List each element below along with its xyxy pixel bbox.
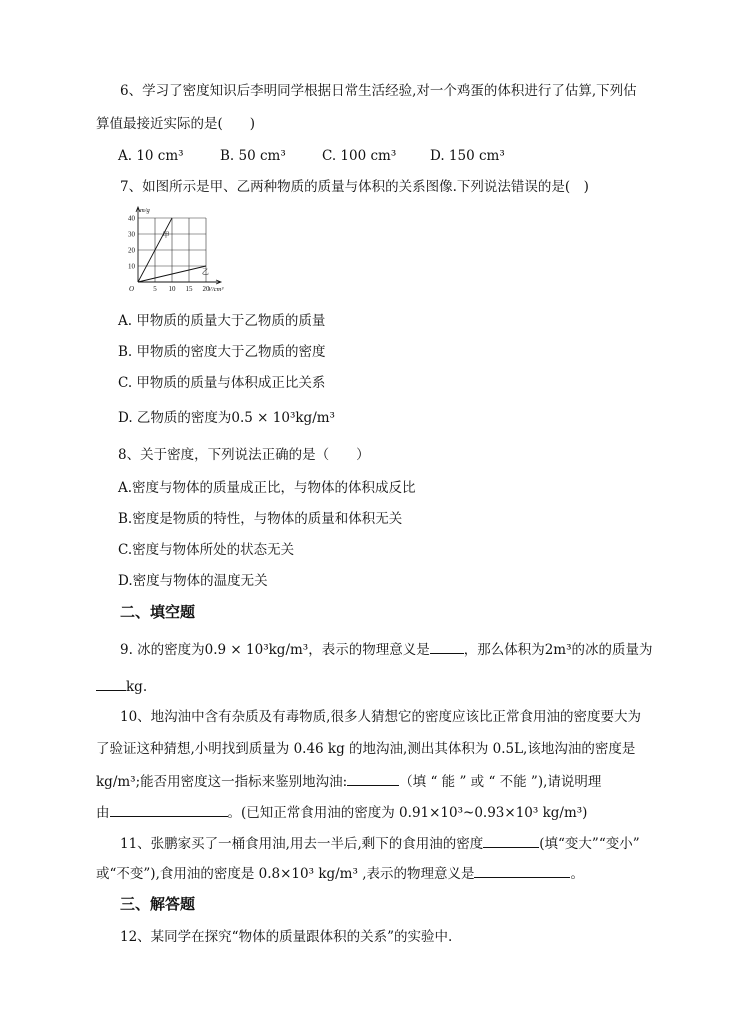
q8-stem: 8、关于密度，下列说法正确的是（ ） [118,447,370,463]
q11-line1 [120,834,640,853]
x-tick-label: 15 [185,285,193,293]
q11-text-1b: (填“变大”“变小” [539,836,640,852]
q11-text-1a: 11、张鹏家买了一桶食用油,用去一半后,剩下的食用油的密度 [120,836,484,852]
q11-blank-2[interactable] [474,864,570,878]
q10-blank-1[interactable] [347,772,399,786]
q10-text-4b: 。(已知正常食用油的密度为 0.91×10³~0.93×10³ kg/m³) [227,805,588,821]
x-tick-label: 5 [153,285,157,293]
q10-line2: 了验证这种猜想,小明找到质量为 0.46 kg 的地沟油,测出其体积为 0.5L,该地沟油的密度是 [96,741,636,757]
q11-text-2b: 。 [570,866,584,882]
q10-line4 [96,803,587,822]
q8-option-a: A.密度与物体的质量成正比，与物体的体积成反比 [118,480,416,496]
q9-text-c: kg. [126,679,148,695]
q9-blank-2[interactable] [96,677,126,691]
series-label-jia: 甲 [162,231,170,240]
q6-option-d: D. 150 cm³ [430,148,505,164]
q7-option-b: B. 甲物质的密度大于乙物质的密度 [118,344,326,360]
x-tick-label: 20 [202,285,210,293]
q6-option-b: B. 50 cm³ [220,148,286,164]
q10-text-3b: （填 “ 能 ” 或 “ 不能 ”),请说明理 [399,774,602,790]
y-axis-label: m/g [140,207,150,214]
q9-line2 [96,677,147,696]
y-tick-label: 30 [128,230,135,239]
y-tick-label: 40 [128,214,135,223]
q9-text-a: 9. 冰的密度为0.9 × 10³kg/m³，表示的物理意义是 [120,642,430,658]
q8-option-b: B.密度是物质的特性，与物体的质量和体积无关 [118,511,403,527]
origin-label: O [128,285,134,293]
q6-option-c: C. 100 cm³ [322,148,397,164]
q10-line3 [96,772,601,791]
q7-option-c: C. 甲物质的质量与体积成正比关系 [118,375,326,391]
y-tick-label: 20 [128,246,135,255]
x-axis-label: V/cm³ [208,286,224,293]
q7-option-a: A. 甲物质的质量大于乙物质的质量 [118,313,326,329]
q12-stem: 12、某同学在探究“物体的质量跟体积的关系”的实验中. [120,929,453,945]
q11-line2 [96,864,584,883]
q11-text-2a: 或“不变”),食用油的密度是 0.8×10³ kg/m³ ,表示的物理意义是 [96,866,475,882]
q10-text-4a: 由 [96,805,110,821]
q10-text-3a: kg/m³;能否用密度这一指标来鉴别地沟油: [96,774,348,790]
q11-blank-1[interactable] [483,834,539,848]
y-tick-label: 10 [128,262,135,271]
q9-line1 [120,640,653,659]
q6-option-a: A. 10 cm³ [118,148,184,164]
q9-text-b: ，那么体积为2m³的冰的质量为 [463,642,653,658]
q8-option-d: D.密度与物体的温度无关 [118,573,268,589]
section-answer-heading: 三、解答题 [120,895,196,913]
mass-volume-chart [118,202,230,298]
section-fill-blank-heading: 二、填空题 [120,603,196,621]
x-tick-label: 10 [168,285,176,293]
series-label-yi: 乙 [201,268,209,276]
q7-stem: 7、如图所示是甲、乙两种物质的质量与体积的关系图像.下列说法错误的是( ) [120,179,589,195]
q6-line1: 6、学习了密度知识后李明同学根据日常生活经验,对一个鸡蛋的体积进行了估算,下列估 [120,83,637,99]
q10-line1: 10、地沟油中含有杂质及有毒物质,很多人猜想它的密度应该比正常食用油的密度要大为 [120,709,641,725]
q9-blank-1[interactable] [430,640,464,654]
q7-option-d: D. 乙物质的密度为0.5 × 10³kg/m³ [118,410,335,426]
q10-blank-2[interactable] [110,803,228,817]
q6-line2: 算值最接近实际的是( ) [96,116,256,132]
q8-option-c: C.密度与物体所处的状态无关 [118,542,295,558]
